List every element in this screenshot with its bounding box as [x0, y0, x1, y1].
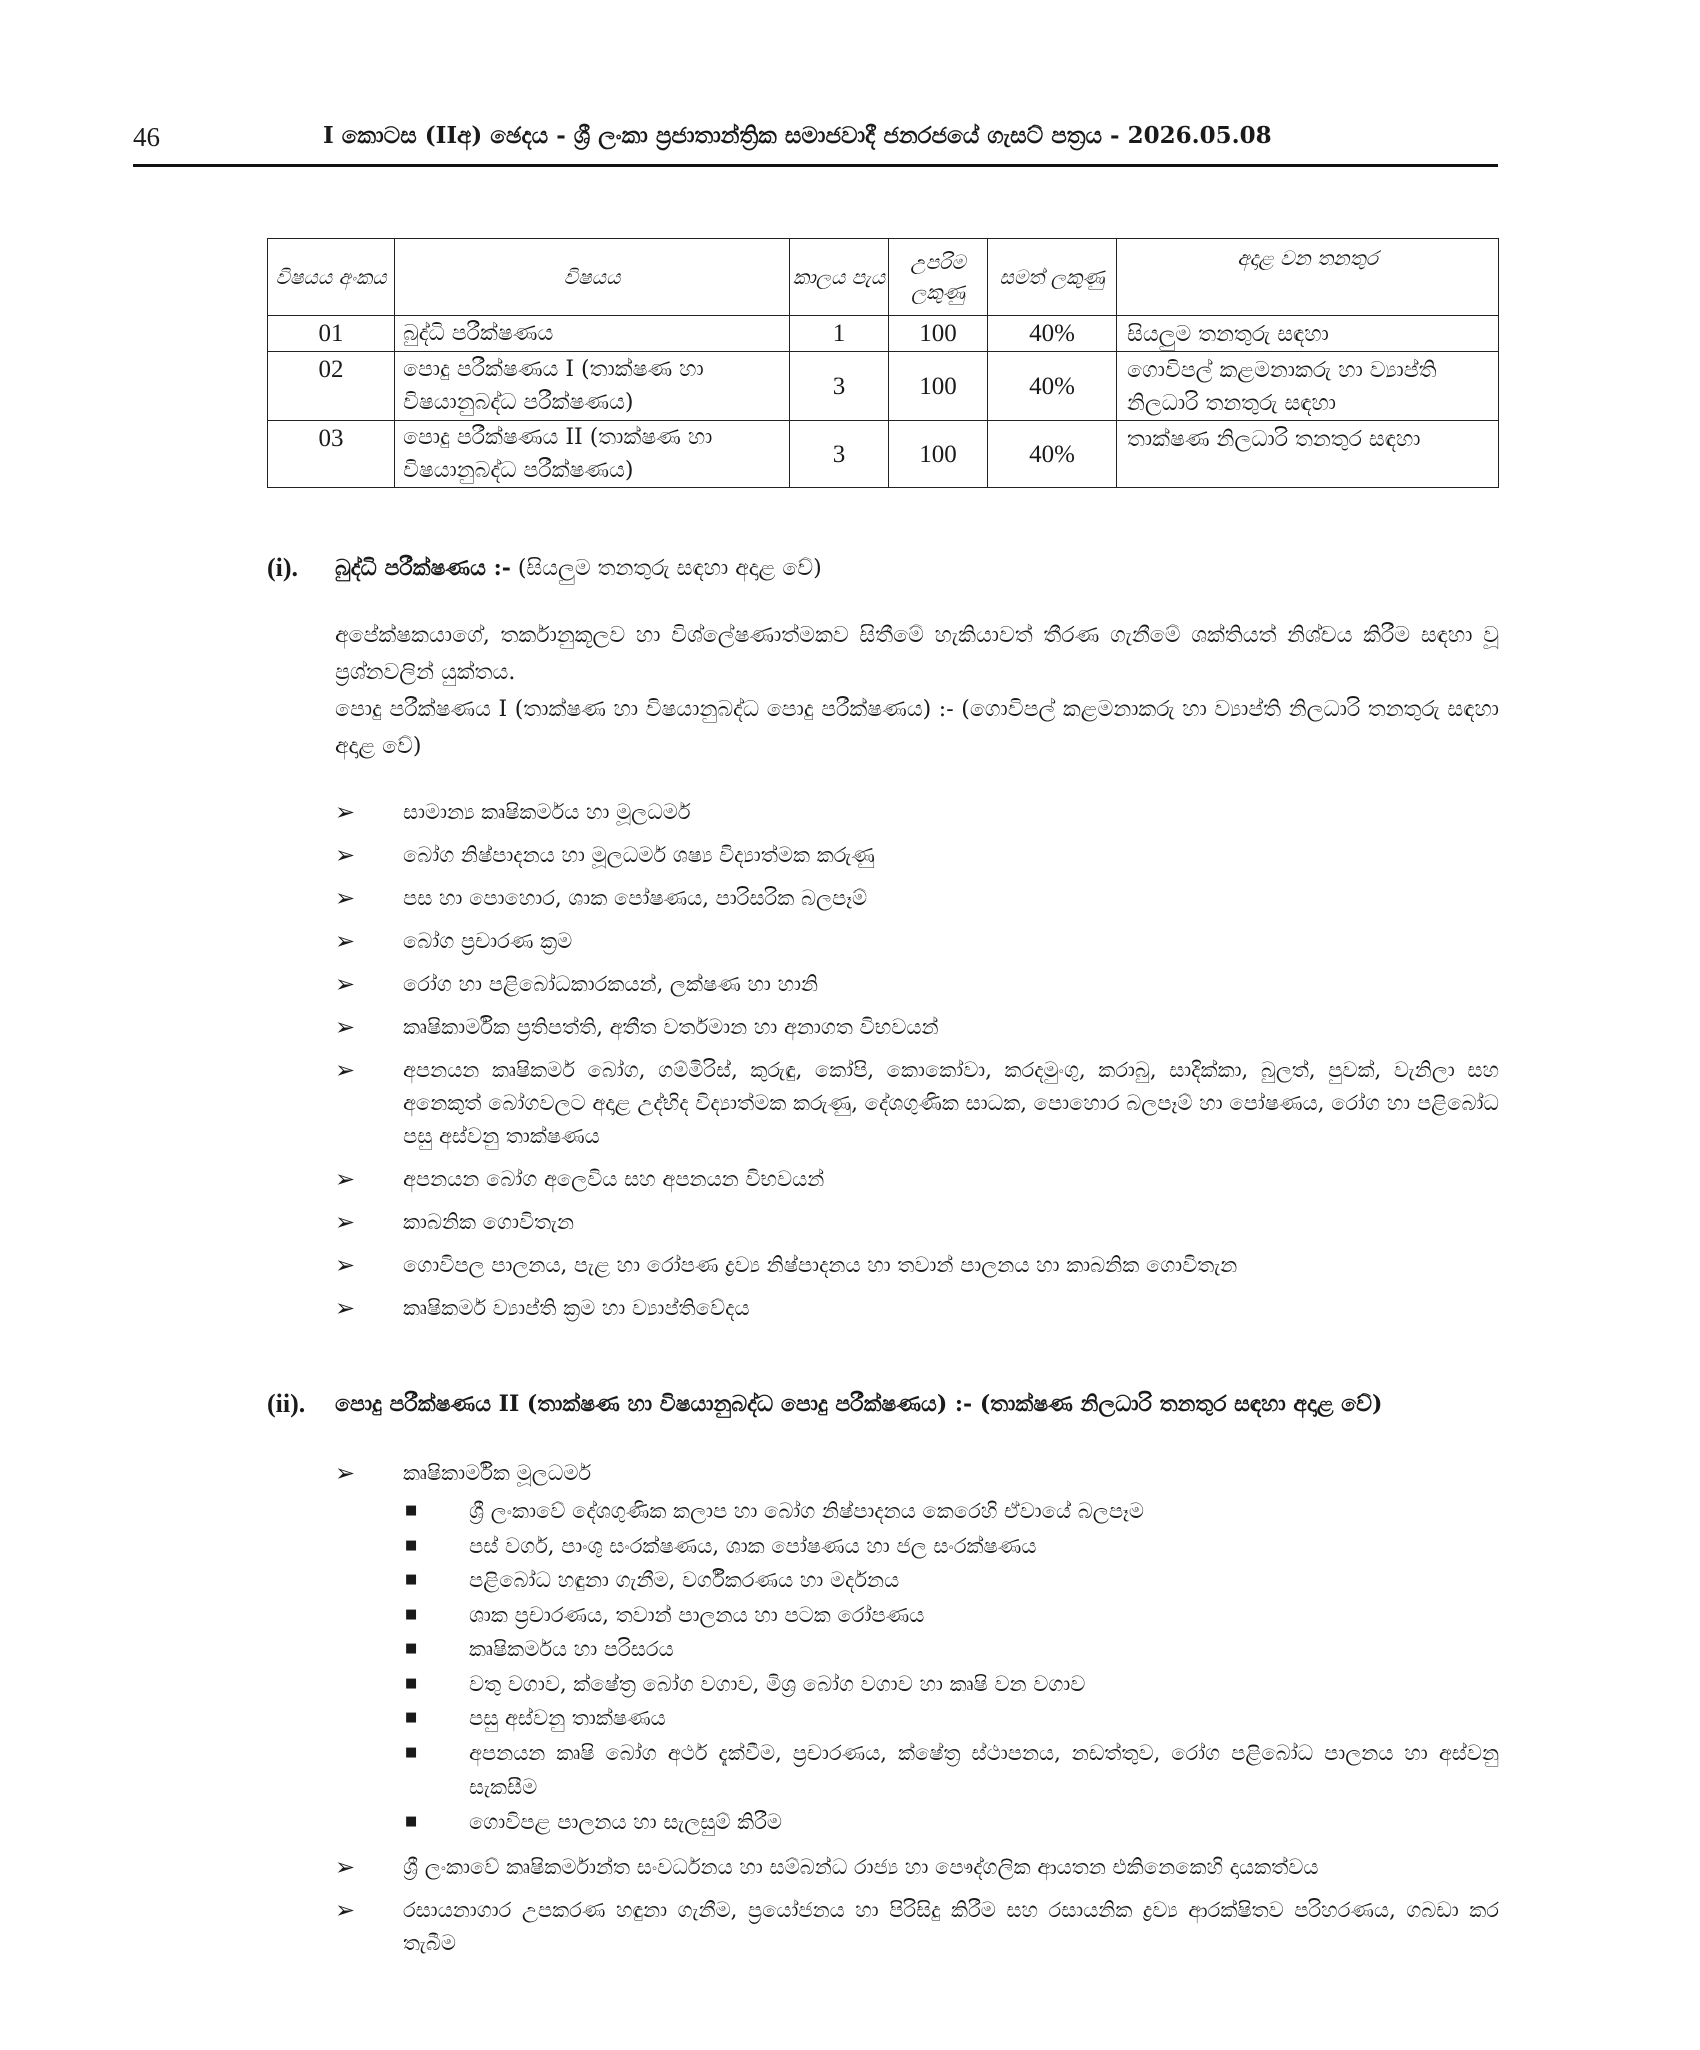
section-1-heading	[335, 552, 822, 585]
arrow-bullet-icon: ➢	[335, 1294, 356, 1322]
list-item: ■ පසු අස්වනු තාක්ෂණය	[403, 1701, 1499, 1736]
cell-subject-number: 03	[268, 421, 395, 488]
cell-max-marks: 100	[889, 421, 988, 488]
arrow-bullet-icon: ➢	[335, 970, 356, 998]
col-header-subject: විෂයය	[395, 239, 790, 316]
cell-subject-number: 02	[268, 352, 395, 421]
list-item: ■ ශ්‍රී ලංකාවේ දේශගුණික කලාප හා බෝග නිෂ්පාදනය කෙරෙහි ඒවායේ බලපෑම	[403, 1494, 1499, 1529]
cell-pass-marks: 40%	[988, 316, 1117, 352]
agriculture-principles-label: කෘෂිකාර්මික මූලධර්ම	[403, 1461, 592, 1485]
list-item: ■ පස් වර්ග, පාංශු සංරක්ෂණය, ශාක පෝෂණය හා ජල සංරක්ෂණය	[403, 1529, 1499, 1564]
arrow-bullet-icon: ➢	[335, 1056, 356, 1084]
cell-hours: 1	[790, 316, 889, 352]
col-header-pass-marks: සමත් ලකුණු	[988, 239, 1117, 316]
table-row	[268, 421, 1499, 488]
cell-subject: පොදු පරීක්ෂණය II (තාක්ෂණ හා විෂයානුබද්ධ පරීක්ෂණය)	[395, 421, 790, 488]
table-header-row	[268, 239, 1499, 316]
cell-max-marks: 100	[889, 316, 988, 352]
list-item: ➢ කෘෂිකර්ම ව්‍යාප්ති ක්‍රම හා ව්‍යාප්තිවේදය	[335, 1292, 1499, 1325]
square-bullet-icon: ■	[405, 1503, 418, 1518]
cell-subject-number: 01	[268, 316, 395, 352]
list-item: ■ වතු වගාව, ක්ෂේත්‍ර බෝග වගාව, මිශ්‍ර බෝග වගාව හා කෘෂි වන වගාව	[403, 1667, 1499, 1702]
table-row	[268, 316, 1499, 352]
cell-pass-marks: 40%	[988, 421, 1117, 488]
arrow-bullet-icon: ➢	[335, 1208, 356, 1236]
col-header-relevant-post: අදාළ වන තනතුර	[1117, 239, 1499, 316]
square-bullet-icon: ■	[405, 1675, 418, 1691]
cell-pass-marks: 40%	[988, 352, 1117, 421]
square-bullet-icon: ■	[405, 1813, 418, 1829]
col-header-subject-number: විෂයය අංකය	[268, 239, 395, 316]
col-header-max-marks: උපරිම ලකුණු	[889, 239, 988, 316]
section-2-title: පොදු පරීක්ෂණය II (තාක්ෂණ හා විෂයානුබද්ධ පොදු පරීක්ෂණය) :-	[335, 1391, 973, 1417]
list-item: ➢ රෝග හා පළිබෝධකාරකයන්, ලක්ෂණ හා හානි	[335, 968, 1499, 1001]
section-2-number: (ii).	[267, 1389, 306, 1418]
section-1-description: අපේක්ෂකයාගේ, තර්කානුකූලව හා විශ්ලේෂණාත්මකව සිතීමේ හැකියාවත් තීරණ ගැනීමේ ශක්තියත් නිශ්චය කිරීම සඳහා වූ ප්‍රශ්නවලින් යුක්තය.	[335, 623, 1499, 685]
square-bullet-icon: ■	[405, 1744, 418, 1760]
list-item: ■ ගොවිපළ පාලනය හා සැලසුම් කිරීම	[403, 1805, 1499, 1840]
arrow-bullet-icon: ➢	[335, 1896, 356, 1924]
square-bullet-icon: ■	[405, 1606, 418, 1622]
list-item	[335, 1457, 1499, 1839]
list-item: ➢ සාමාන්‍ය කෘෂිකර්මය හා මූලධර්ම	[335, 796, 1499, 829]
cell-relevant-post: තාක්ෂණ නිලධාරි තනතුර සඳහා	[1117, 421, 1499, 488]
square-bullet-icon: ■	[405, 1710, 418, 1725]
list-item: ➢ කාබනික ගොවිතැන	[335, 1206, 1499, 1239]
cell-relevant-post: සියලුම තනතුරු සඳහා	[1117, 316, 1499, 352]
list-item: ■ පළිබෝධ හඳුනා ගැනීම, වර්ගීකරණය හා මර්දනය	[403, 1563, 1499, 1598]
section-1-scope: (සියලුම තනතුරු සඳහා අදාළ වේ)	[510, 556, 822, 581]
agriculture-principles-subtopics	[403, 1494, 1499, 1839]
exam-subjects-table	[267, 238, 1499, 488]
list-item: ➢ බෝග ප්‍රචාරණ ක්‍රම	[335, 925, 1499, 958]
cell-subject: බුද්ධි පරීක්ෂණය	[395, 316, 790, 352]
list-item: ➢ කෘෂිකාර්මික ප්‍රතිපත්ති, අතීත වර්තමාන හා අනාගත විභවයන්	[335, 1011, 1499, 1044]
arrow-bullet-icon: ➢	[335, 841, 356, 869]
gazette-header-title: I කොටස (IIඅ) ඡෙදය - ශ්‍රී ලංකා ප්‍රජාතාන්ත්‍රික සමාජවාදී ජනරජයේ ගැසට් පත්‍රය - 2026.05.08	[323, 122, 1272, 149]
arrow-bullet-icon: ➢	[335, 884, 356, 912]
page-header	[133, 118, 1498, 167]
list-item: ➢ බෝග නිෂ්පාදනය හා මූලධර්ම ශෂ්‍ය විද්‍යාත්මක කරුණු	[335, 839, 1499, 872]
list-item: ➢ රසායනාගාර උපකරණ හඳුනා ගැනීම, ප්‍රයෝජනය හා පිරිසිදු කිරීම සහ රසායනික ද්‍රව්‍ය ආරක්ෂිතව පරිහරණය, ගබඩා කර තැබීම	[335, 1896, 1499, 1955]
list-item: ■ ශාක ප්‍රචාරණය, තවාන් පාලනය හා පටක රෝපණය	[403, 1598, 1499, 1633]
arrow-bullet-icon: ➢	[335, 798, 356, 826]
square-bullet-icon: ■	[405, 1572, 418, 1587]
cell-max-marks: 100	[889, 352, 988, 421]
page-number: 46	[133, 122, 160, 152]
list-item: ■ අපනයන කෘෂි බෝග අර්ථ දැක්වීම, ප්‍රචාරණය, ක්ෂේත්‍ර ස්ථාපනය, නඩත්තුව, රෝග පළිබෝධ පාලනය හා අස්වනු සැකසීම	[403, 1736, 1499, 1805]
general-test-1-heading: පොදු පරීක්ෂණය I (තාක්ෂණ හා විෂයානුබද්ධ පොදු පරීක්ෂණය) :- (ගොවිපල් කළමනාකරු හා ව්‍යාප්ති නිලධාරි තනතුරු සඳහා අදාළ වේ)	[335, 697, 1499, 759]
square-bullet-icon: ■	[405, 1641, 418, 1656]
cell-hours: 3	[790, 421, 889, 488]
arrow-bullet-icon: ➢	[335, 1165, 356, 1193]
list-item: ➢ ශ්‍රී ලංකාවේ කෘෂිකර්මාන්ත සංවර්ධනය හා සම්බන්ධ රාජ්‍ය හා පෞද්ගලික ආයතන එකිනෙකෙහි දායකත්වය	[335, 1851, 1499, 1884]
general-test-1-topics	[335, 796, 1499, 1325]
list-item: ■ කෘෂිකර්මය හා පරිසරය	[403, 1632, 1499, 1667]
list-item: ➢ අපනයන බෝග අලෙවිය සහ අපනයන විභවයන්	[335, 1163, 1499, 1196]
section-2-scope: (තාක්ෂණ නිලධාරි තනතුර සඳහා අදාළ වේ)	[972, 1391, 1383, 1417]
arrow-bullet-icon: ➢	[335, 1251, 356, 1279]
cell-hours: 3	[790, 352, 889, 421]
cell-subject: පොදු පරීක්ෂණය I (තාක්ෂණ හා විෂයානුබද්ධ පරීක්ෂණය)	[395, 352, 790, 421]
arrow-bullet-icon: ➢	[335, 927, 356, 955]
table-row	[268, 352, 1499, 421]
general-test-2-topics	[335, 1457, 1499, 1960]
square-bullet-icon: ■	[405, 1537, 418, 1553]
list-item: ➢ අපනයන කෘෂිකර්ම බෝග, ගම්මිරිස්, කුරුඳු, කෝපි, කොකෝවා, කරදමුංගු, කරාබු, සාදික්කා, බුලත්, පුවක්, වැනිලා සහ අනෙකුත් බෝගවලට අදාළ උද්භිද විද්‍යාත්මක කරුණු, දේශගුණික සාධක, පොහොර බලපෑම් හා පෝෂණය, රෝග හා පළිබෝධ පසු අස්වනු තාක්ෂණය	[335, 1056, 1499, 1148]
section-1-number: (i).	[267, 553, 299, 582]
section-2-heading	[335, 1388, 1499, 1421]
list-item: ➢ පස හා පොහොර, ශාක පෝෂණය, පාරිසරික බලපෑම්	[335, 882, 1499, 915]
arrow-bullet-icon: ➢	[335, 1853, 356, 1881]
section-1-title: බුද්ධි පරීක්ෂණය :-	[335, 555, 511, 581]
col-header-hours: කාලය පැය	[790, 239, 889, 316]
arrow-bullet-icon: ➢	[335, 1459, 356, 1487]
arrow-bullet-icon: ➢	[335, 1013, 356, 1041]
list-item: ➢ ගොවිපල පාලනය, පැළ හා රෝපණ ද්‍රව්‍ය නිෂ්පාදනය හා තවාන් පාලනය හා කාබනික ගොවිතැන	[335, 1249, 1499, 1282]
cell-relevant-post: ගොවිපල් කළමනාකරු හා ව්‍යාප්ති නිලධාරි තනතුරු සඳහා	[1117, 352, 1499, 421]
